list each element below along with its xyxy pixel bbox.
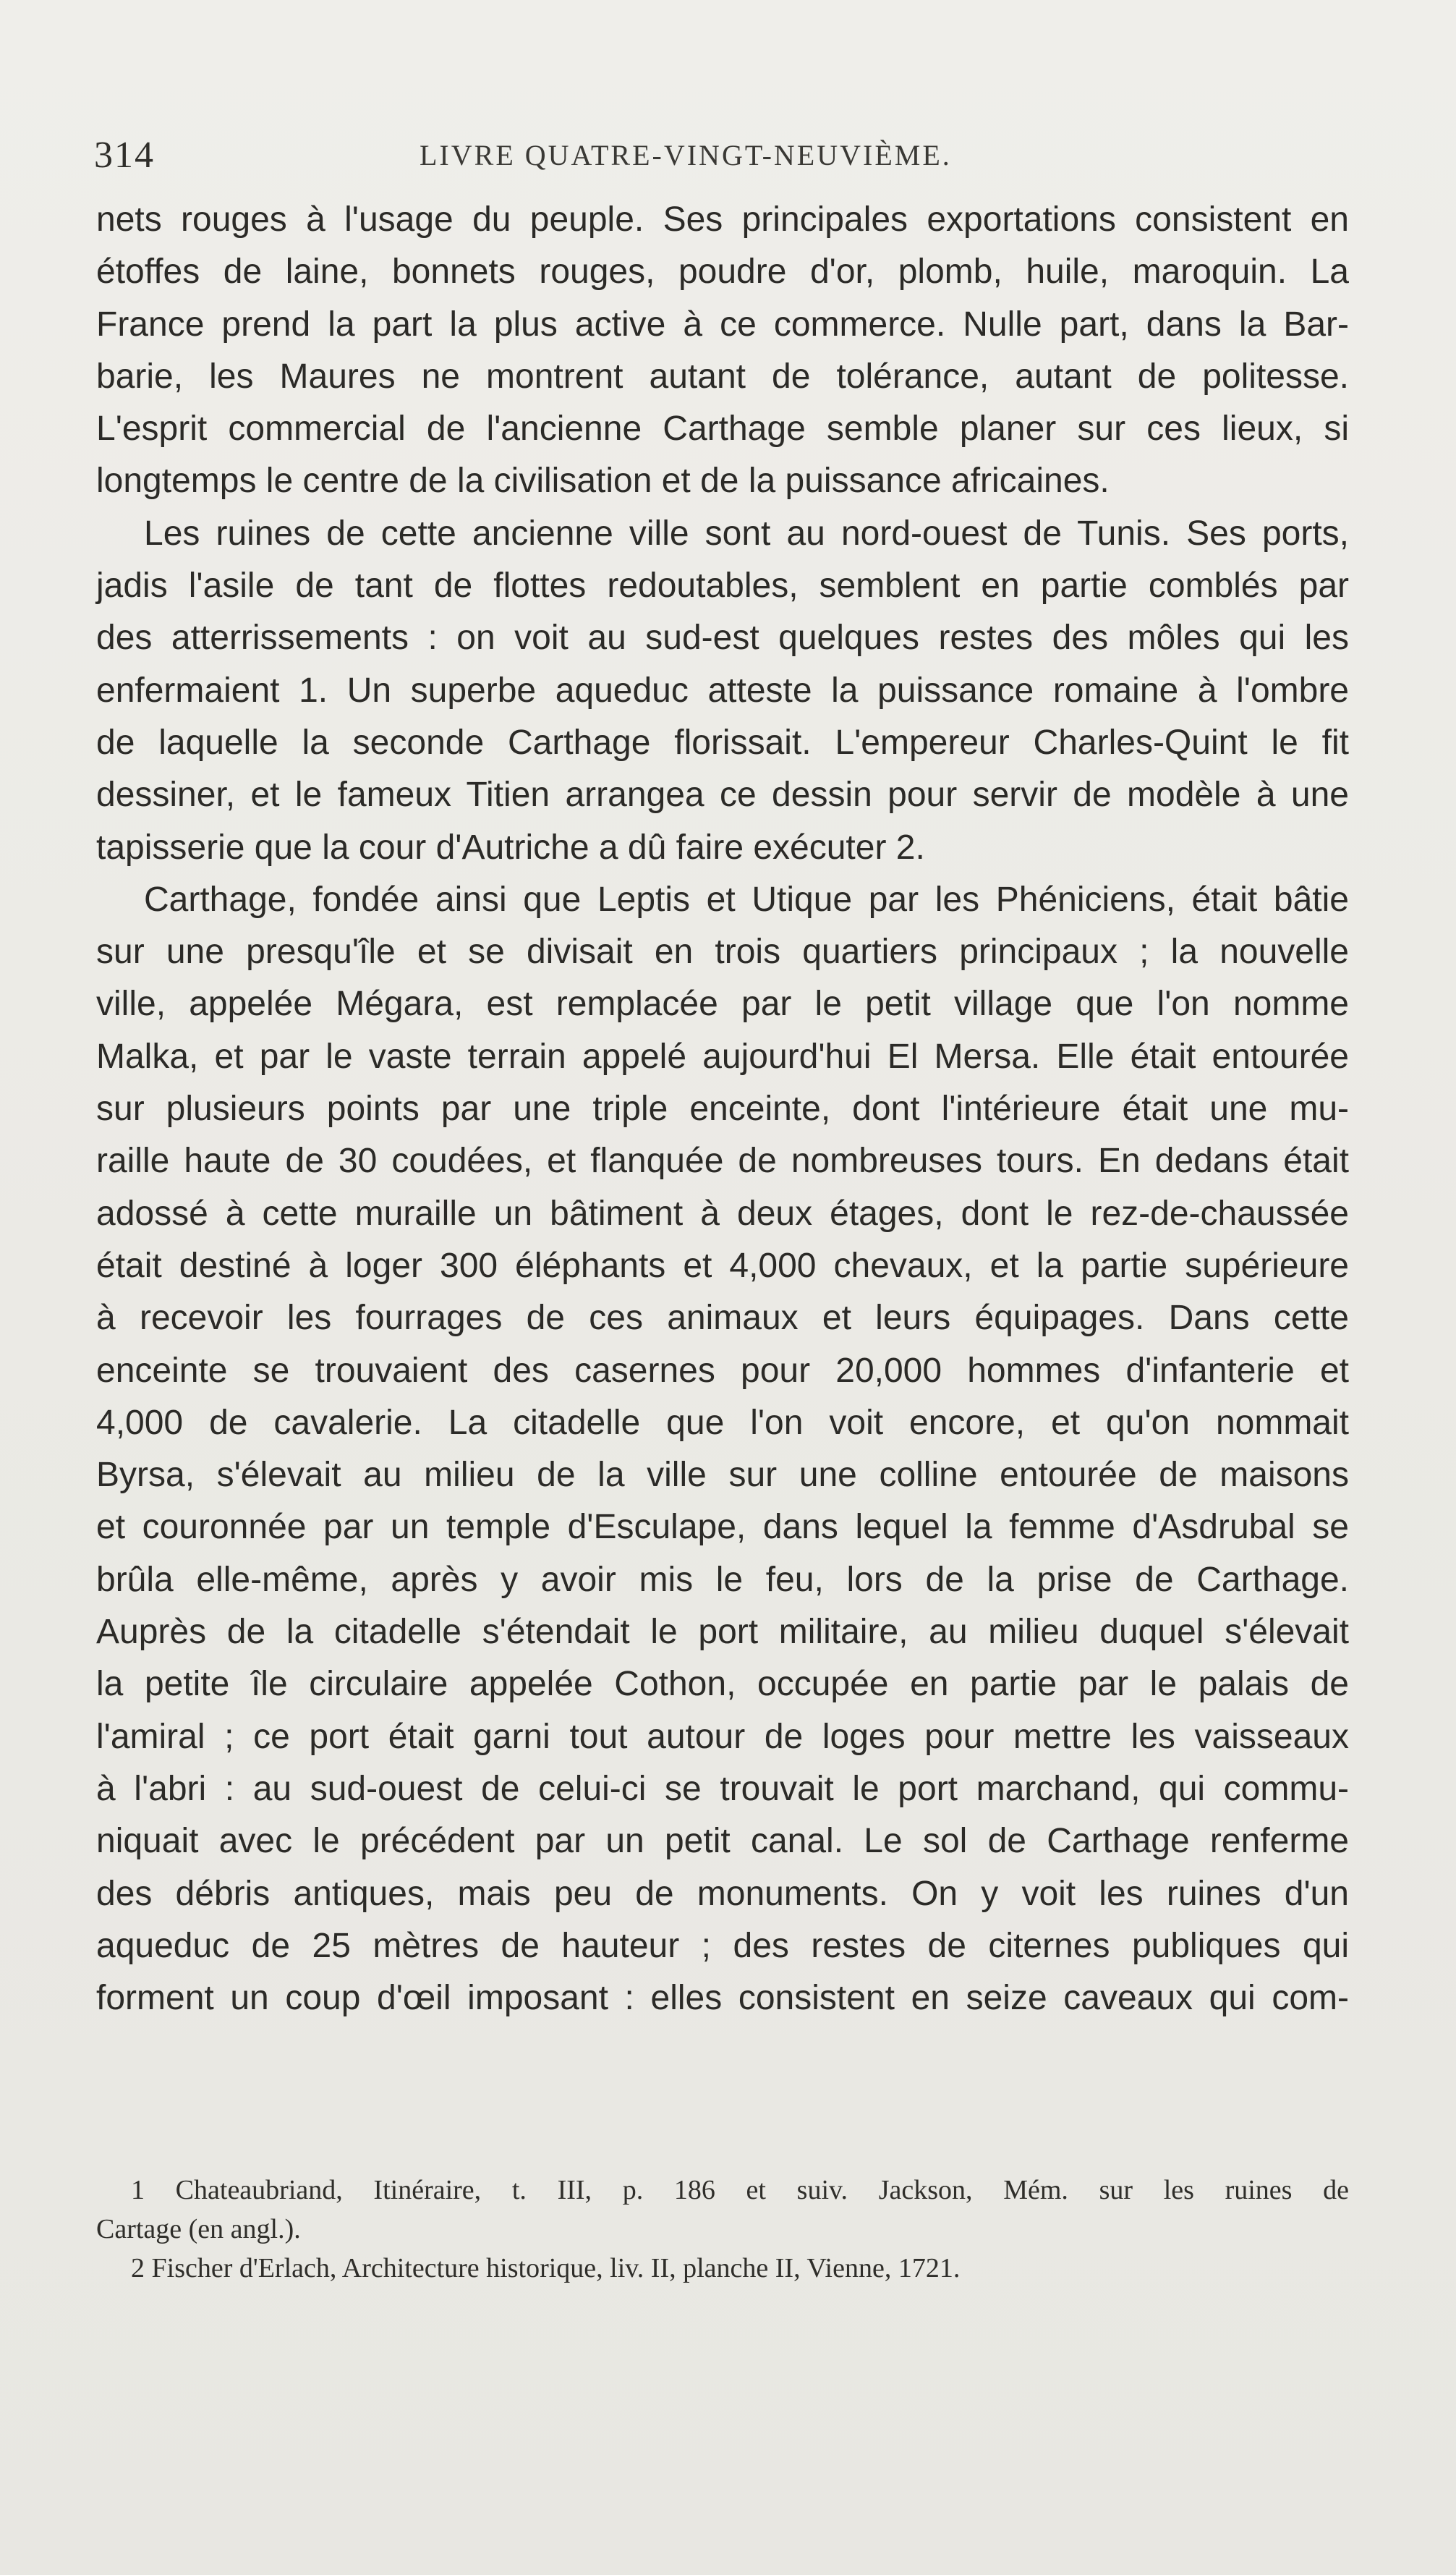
running-title: LIVRE QUATRE-VINGT-NEUVIÈME. — [420, 139, 952, 171]
text-line: étoffes de laine, bonnets rouges, poudre d'or, plomb, huile, maroquin. La — [96, 253, 1349, 292]
footnotes — [96, 2171, 1349, 2288]
text-line: France prend la part la plus active à ce commerce. Nulle part, dans la Bar- — [96, 305, 1349, 344]
text-line: Malka, et par le vaste terrain appelé aujourd'hui El Mersa. Elle était entourée — [96, 1037, 1349, 1076]
text-line: nets rouges à l'usage du peuple. Ses principales exportations consistent en — [96, 200, 1349, 239]
text-line: jadis l'asile de tant de flottes redoutables, semblent en partie comblés par — [96, 567, 1349, 606]
text-line: L'esprit commercial de l'ancienne Carthage semble planer sur ces lieux, si — [96, 410, 1349, 449]
text-line: sur plusieurs points par une triple enceinte, dont l'intérieure était une mu- — [96, 1090, 1349, 1129]
text-line: de laquelle la seconde Carthage florissait. L'empereur Charles-Quint le fit — [96, 723, 1349, 762]
text-line: brûla elle-même, après y avoir mis le feu, lors de la prise de Carthage. — [96, 1560, 1349, 1599]
page-header — [94, 134, 1367, 177]
text-line: niquait avec le précédent par un petit canal. Le sol de Carthage renferme — [96, 1822, 1349, 1861]
text-line: sur une presqu'île et se divisait en trois quartiers principaux ; la nouvelle — [96, 933, 1349, 972]
text-line: Carthage, fondée ainsi que Leptis et Utique par les Phéniciens, était bâtie — [144, 880, 1349, 919]
text-line: des débris antiques, mais peu de monuments. On y voit les ruines d'un — [96, 1874, 1349, 1913]
text-line: longtemps le centre de la civilisation et de la puissance africaines. — [96, 462, 1110, 501]
text-line: aqueduc de 25 mètres de hauteur ; des restes de citernes publiques qui — [96, 1926, 1349, 1965]
text-line: et couronnée par un temple d'Esculape, dans lequel la femme d'Asdrubal se — [96, 1508, 1349, 1547]
text-line: à l'abri : au sud-ouest de celui-ci se trouvait le port marchand, qui commu- — [96, 1769, 1349, 1808]
text-line: des atterrissements : on voit au sud-est quelques restes des môles qui les — [96, 619, 1349, 658]
text-line: 4,000 de cavalerie. La citadelle que l'on voit encore, et qu'on nommait — [96, 1403, 1349, 1442]
main-text — [96, 194, 1349, 2024]
text-line: enfermaient 1. Un superbe aqueduc atteste la puissance romaine à l'ombre — [96, 671, 1349, 710]
footnote-1: 1 Chateaubriand, Itinéraire, t. III, p. 186 et suiv. Jackson, Mém. sur les ruines de — [131, 2175, 1349, 2205]
footnote-2: 2 Fischer d'Erlach, Architecture historique, liv. II, planche II, Vienne, 1721. — [131, 2253, 961, 2283]
text-line: dessiner, et le fameux Titien arrangea ce dessin pour servir de modèle à une — [96, 776, 1349, 815]
text-line: barie, les Maures ne montrent autant de tolérance, autant de politesse. — [96, 357, 1349, 396]
text-line: la petite île circulaire appelée Cothon, occupée en partie par le palais de — [96, 1665, 1349, 1704]
text-line: était destiné à loger 300 éléphants et 4,000 chevaux, et la partie supérieure — [96, 1246, 1349, 1285]
page-number: 314 — [94, 135, 155, 176]
text-line: forment un coup d'œil imposant : elles consistent en seize caveaux qui com- — [96, 1979, 1349, 2018]
text-line: à recevoir les fourrages de ces animaux et leurs équipages. Dans cette — [96, 1299, 1349, 1338]
text-line: Byrsa, s'élevait au milieu de la ville sur une colline entourée de maisons — [96, 1456, 1349, 1495]
text-line: raille haute de 30 coudées, et flanquée de nombreuses tours. En dedans était — [96, 1142, 1349, 1181]
text-line: enceinte se trouvaient des casernes pour 20,000 hommes d'infanterie et — [96, 1351, 1349, 1390]
footnote-1-continued: Cartage (en angl.). — [96, 2214, 301, 2244]
text-line: tapisserie que la cour d'Autriche a dû faire exécuter 2. — [96, 828, 925, 867]
text-line: l'amiral ; ce port était garni tout autour de loges pour mettre les vaisseaux — [96, 1717, 1349, 1756]
text-line: Les ruines de cette ancienne ville sont au nord-ouest de Tunis. Ses ports, — [144, 514, 1349, 553]
text-line: ville, appelée Mégara, est remplacée par le petit village que l'on nomme — [96, 985, 1349, 1024]
text-line: adossé à cette muraille un bâtiment à deux étages, dont le rez-de-chaussée — [96, 1194, 1349, 1233]
text-line: Auprès de la citadelle s'étendait le port militaire, au milieu duquel s'élevait — [96, 1613, 1349, 1652]
